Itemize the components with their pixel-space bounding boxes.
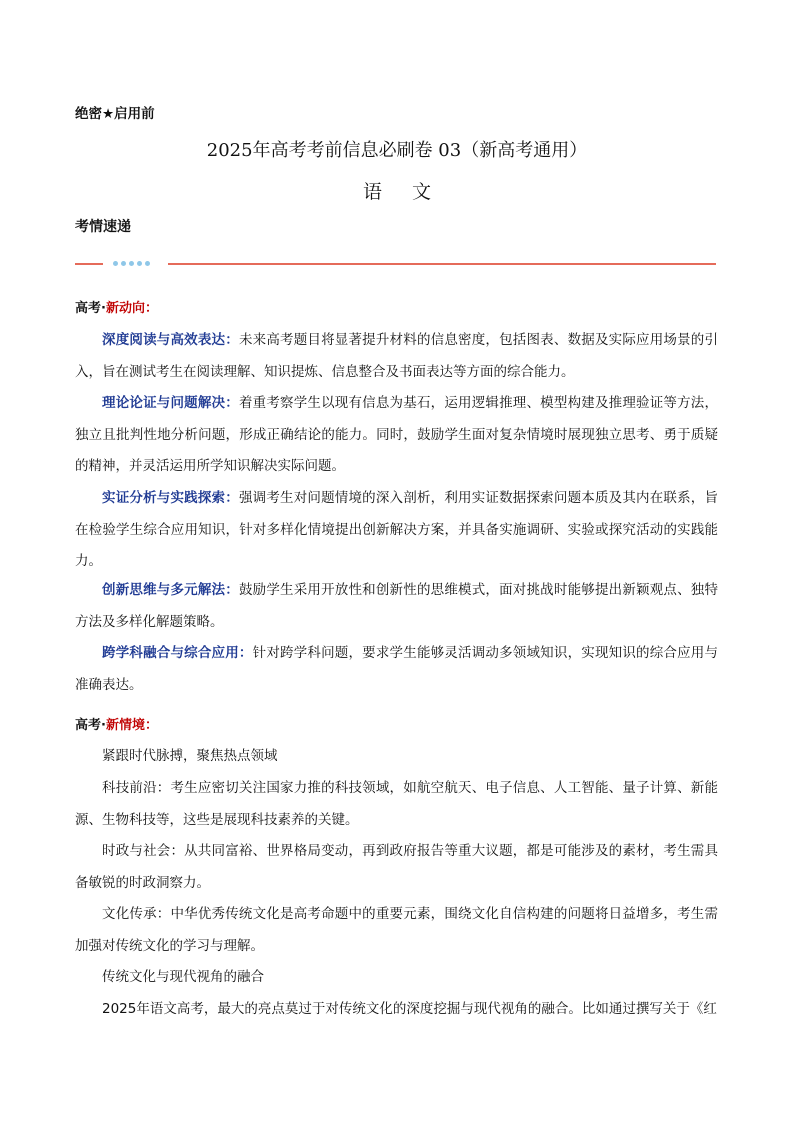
subject-title: 语 文 <box>362 181 444 203</box>
context-paragraph: 传统文化与现代视角的融合 <box>102 969 264 985</box>
trend-item-text: 强调考生对问题情境的深入剖析，利用实证数据探索问题本质及其内在联系，旨在检验学生综合应用知识，针对多样化情境提出创新解决方案，并具备实施调研、实验或探究活动的实践能力。 <box>75 490 719 569</box>
trend-item <box>75 325 718 388</box>
trend-item <box>75 575 718 638</box>
trend-heading-prefix: 高考· <box>75 301 106 316</box>
trend-heading <box>75 297 158 316</box>
trend-item-text: 鼓励学生采用开放性和创新性的思维模式，面对挑战时能够提出新颖观点、独特方法及多样化解题策略。 <box>75 582 719 630</box>
context-paragraph: 科技前沿：考生应密切关注国家力推的科技领域，如航空航天、电子信息、人工智能、量子计算、新能源、生物科技等，这些是展现科技素养的关键。 <box>75 780 718 828</box>
divider-line-right <box>168 263 716 265</box>
divider-dot <box>145 261 150 266</box>
trend-item <box>75 638 718 701</box>
divider-line-left <box>75 263 103 265</box>
section-title: 考情速递 <box>75 219 131 235</box>
trend-item-key: 理论论证与问题解决： <box>102 395 239 411</box>
context-paragraph: 紧跟时代脉搏，聚焦热点领域 <box>102 748 278 764</box>
trend-item-text: 着重考察学生以现有信息为基石，运用逻辑推理、模型构建及推理验证等方法，独立且批判性地分析问题，形成正确结论的能力。同时，鼓励学生面对复杂情境时展现独立思考、勇于质疑的精神，并灵活运用所学知识解决实际问题。 <box>75 395 719 474</box>
divider-dot <box>121 261 126 266</box>
page-title: 2025年高考考前信息必刷卷 03（新高考通用） <box>206 140 588 161</box>
context-heading-prefix: 高考· <box>75 718 106 733</box>
trend-item <box>75 483 718 578</box>
context-heading-highlight: 新情境： <box>105 718 158 733</box>
divider-dots <box>113 261 150 267</box>
trend-item-key: 跨学科融合与综合应用： <box>102 645 253 661</box>
divider-dot <box>137 261 142 266</box>
trend-item-key: 创新思维与多元解法： <box>102 582 239 598</box>
trend-item-key: 深度阅读与高效表达： <box>102 332 239 348</box>
context-paragraph: 时政与社会：从共同富裕、世界格局变动，再到政府报告等重大议题，都是可能涉及的素材，考生需具备敏锐的时政洞察力。 <box>75 843 718 891</box>
trend-item-text: 未来高考题目将显著提升材料的信息密度，包括图表、数据及实际应用场景的引入，旨在测试考生在阅读理解、知识提炼、信息整合及书面表达等方面的综合能力。 <box>75 332 719 380</box>
trend-item-text: 针对跨学科问题，要求学生能够灵活调动多领域知识，实现知识的综合应用与准确表达。 <box>75 645 718 693</box>
secret-label: 绝密★启用前 <box>75 106 155 122</box>
context-paragraph: 2025年语文高考，最大的亮点莫过于对传统文化的深度挖掘与现代视角的融合。比如通过撰写关于《红 <box>102 1001 717 1017</box>
section-divider <box>75 260 716 268</box>
trend-item <box>75 388 718 483</box>
context-heading <box>75 714 158 733</box>
trend-heading-highlight: 新动向： <box>105 301 158 316</box>
context-paragraph: 文化传承：中华优秀传统文化是高考命题中的重要元素，围绕文化自信构建的问题将日益增多，考生需加强对传统文化的学习与理解。 <box>75 906 718 954</box>
divider-dot <box>129 261 134 266</box>
trend-item-key: 实证分析与实践探索： <box>102 490 239 506</box>
divider-dot <box>113 261 118 266</box>
